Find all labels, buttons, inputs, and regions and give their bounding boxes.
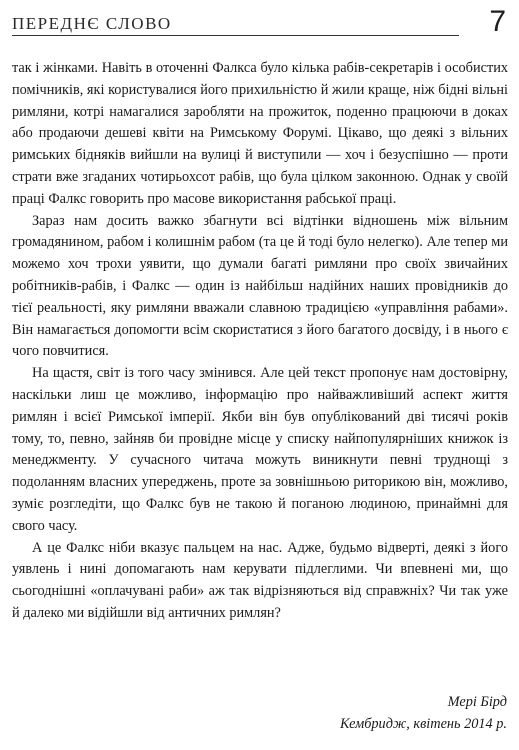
paragraph-continued: так і жінками. Навіть в оточенні Фалкса було кілька рабів-секретарів і особистих помічників, які користувалися його прихильністю й жили краще, ніж бідні вільні римляни, котрі намагалися заробляти на прожиток, поденно працюючи в доках або продаючи дешеві квіти на Римському Форумі. Цікаво, що деякі з вільних римських бідняків вийшли на вулиці й виступили — хоч і безуспішно — проти страти вже згаданих чотирьохсот рабів, що була цілком законною. Однак у своїй праці Фалкс говорить про масове використання рабської праці.: [12, 60, 508, 207]
header-rule: [12, 35, 459, 36]
page-header: [12, 5, 512, 44]
running-header-title: ПЕРЕДНЄ СЛОВО: [12, 14, 172, 33]
body-text: [12, 58, 508, 625]
page-number: 7: [489, 5, 506, 38]
signature-block: [340, 691, 507, 735]
paragraph: А це Фалкс ніби вказує пальцем на нас. Адже, будьмо відверті, деякі з його уявлень і нині допомагають нам керувати підлеглими. Чи впевнені ми, що сьогоднішні «оплачувані раби» аж так відрізняються від справжніх? Чи так уже й далеко ми відійшли від античних римлян?: [12, 539, 508, 621]
paragraph: На щастя, світ із того часу змінився. Але цей текст пропонує нам достовірну, наскільки лиш це можливо, інформацію про найважливіший аспект життя римлян і всієї Римської імперії. Якби він був опублікований дві тисячі років тому, то, певно, зайняв би провідне місце у списку найпопулярніших книжок із менеджменту. У сучасного читача можуть виникнути певні труднощі з подоланням власних упереджень, проте за зовнішньою риторикою він, можливо, зуміє розгледіти, що Фалкс був не такою й поганою людиною, принаймні для свого часу.: [12, 365, 508, 534]
signature-author: Мері Бірд: [447, 694, 507, 710]
signature-place-date: Кембридж, квітень 2014 р.: [339, 716, 507, 732]
paragraph: Зараз нам досить важко збагнути всі відтінки відношень між вільним громадянином, рабом і колишнім рабом (та це й тоді було нелегко). Але тепер ми можемо хоч трохи уявити, що думали багаті римляни про своїх звичайних робітників-рабів, і Фалкс — один із найбільш надійних наших провідників до тієї реальності, яку римляни вважали славною традицією «управління рабами». Він намагається допомогти всім скористатися з його багатого досвіду, і в нього є чого повчитися.: [12, 212, 508, 360]
